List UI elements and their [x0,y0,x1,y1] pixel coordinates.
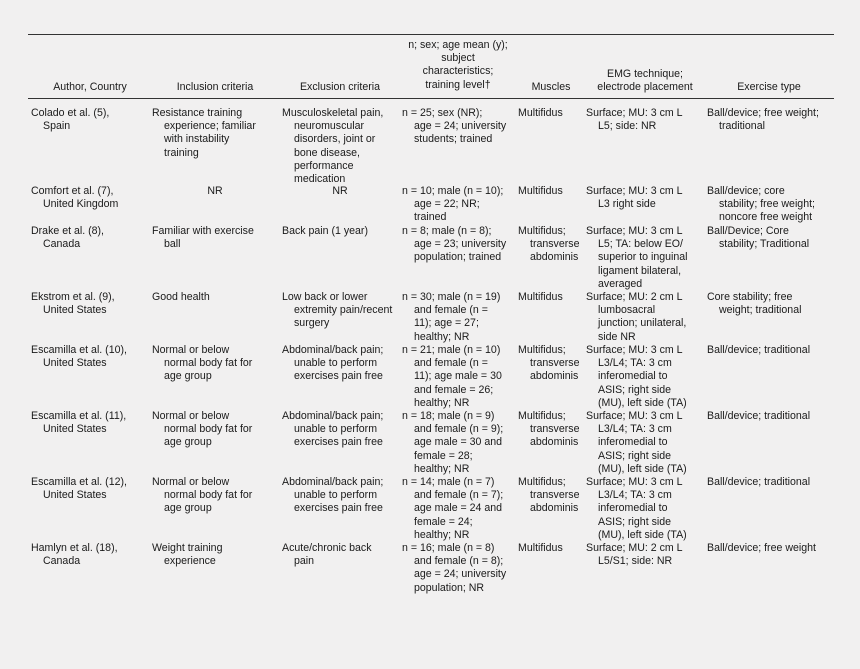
cell-exclusion-criteria [282,410,383,450]
cell-line: female = 28; [414,449,473,462]
cell-line: n = 10; male (n = 10); [402,185,504,197]
cell-line: exercises pain free [294,436,383,449]
cell-exclusion-criteria [282,291,392,331]
cell-exclusion-criteria [282,225,368,238]
header-line: subject [441,52,475,65]
cell-line: ASIS; right side [598,515,672,528]
cell-line: unable to perform [294,357,378,370]
cell-line: noncore free weight [719,211,813,224]
cell-line: age male = 24 and [414,502,503,515]
cell-line: ball [164,238,181,251]
cell-inclusion-criteria [152,107,256,160]
cell-line: Good health [152,291,210,303]
cell-line: Low back or lower [282,291,368,303]
header-muscles [518,81,584,94]
cell-line: age = 23; university [414,238,507,251]
cell-author-country [31,185,118,211]
cell-line: Ball/device; free weight [707,542,816,554]
cell-line: (MU), left side (TA) [598,462,687,475]
header-line: electrode placement [597,81,693,94]
cell-line: and female (n = 8); [414,555,504,568]
cell-line: Escamilla et al. (12), [31,476,127,488]
cell-line: Multifidus [518,542,563,554]
cell-line: n = 30; male (n = 19) [402,291,501,303]
cell-line: Multifidus [518,107,563,119]
cell-line: Normal or below [152,344,230,356]
header-line: Exercise type [737,81,801,93]
cell-line: Ekstrom et al. (9), [31,291,115,303]
header-exclusion-criteria [282,81,398,94]
cell-line: pain [294,555,315,568]
cell-line: n = 18; male (n = 9) [402,410,495,422]
cell-line: age = 24; university [414,120,507,133]
cell-line: Escamilla et al. (11), [31,410,127,422]
cell-line: Surface; MU: 3 cm L [586,410,683,422]
cell-exclusion-criteria [282,107,383,186]
cell-muscles [518,107,563,120]
cell-line: Canada [43,555,81,568]
cell-line: population; NR [414,581,485,594]
cell-line: L3 right side [598,198,656,211]
cell-line: n = 14; male (n = 7) [402,476,495,488]
cell-line: United States [43,304,107,317]
cell-line: inferomedial to [598,370,668,383]
header-inclusion-criteria [152,81,278,94]
cell-author-country [31,291,115,317]
cell-line: ASIS; right side [598,449,672,462]
cell-line: and female (n = [414,357,488,370]
header-subject-characteristics [400,39,516,92]
cell-line: side NR [598,330,636,343]
cell-line: United States [43,489,107,502]
cell-line: Canada [43,238,81,251]
cell-inclusion-criteria [152,476,252,516]
header-line: training level† [425,78,491,91]
cell-line: abdominis [530,370,579,383]
cell-subject-characteristics [402,291,500,344]
cell-line: L3/L4; TA: 3 cm [598,489,672,502]
cell-line: trained [414,211,447,224]
cell-line: disorders, joint or [294,133,376,146]
header-line: Inclusion criteria [176,81,254,93]
cell-line: Ball/device; core [707,185,785,197]
cell-line: Multifidus; [518,225,566,237]
cell-line: Acute/chronic back [282,542,372,554]
cell-emg-technique [586,344,687,410]
header-author-country [31,81,149,94]
cell-emg-technique [586,185,683,211]
cell-line: Core stability; free [707,291,793,303]
cell-line: exercises pain free [294,370,383,383]
cell-line: Multifidus; [518,476,566,488]
cell-line: Multifidus [518,185,563,197]
cell-line: healthy; NR [414,330,470,343]
cell-line: transverse [530,357,580,370]
cell-line: extremity pain/recent [294,304,393,317]
cell-line: superior to inguinal [598,251,688,264]
cell-line: performance [294,159,354,172]
header-line: Muscles [531,81,571,93]
cell-inclusion-criteria [152,344,252,384]
cell-line: training [164,146,199,159]
cell-line: and female (n = 9); [414,423,504,436]
cell-line: unable to perform [294,423,378,436]
cell-author-country [31,542,118,568]
cell-line: Spain [43,120,71,133]
cell-line: students; trained [414,133,493,146]
cell-line: Surface; MU: 2 cm L [586,542,683,554]
cell-line: healthy; NR [414,462,470,475]
cell-line: Resistance training [152,107,243,119]
cell-line: Abdominal/back pain; [282,476,384,488]
cell-line: Musculoskeletal pain, [282,107,384,119]
cell-line: stability; free weight; [719,198,815,211]
header-line: Exclusion criteria [299,81,381,93]
cell-muscles [518,542,563,555]
cell-muscles [518,410,579,450]
cell-line: Surface; MU: 3 cm L [586,344,683,356]
cell-exclusion-criteria [282,476,383,516]
cell-line: Multifidus; [518,344,566,356]
cell-author-country [31,225,104,251]
cell-line: medication [294,173,346,186]
cell-exercise-type [707,185,815,225]
cell-emg-technique [586,476,687,542]
cell-line: Drake et al. (8), [31,225,105,237]
cell-exercise-type [707,410,810,423]
cell-line: abdominis [530,502,579,515]
cell-line: Familiar with exercise [152,225,254,237]
cell-line: Multifidus; [518,410,566,422]
cell-exercise-type [707,344,810,357]
cell-inclusion-criteria [152,185,278,198]
cell-muscles [518,225,579,265]
cell-line: n = 8; male (n = 8); [402,225,492,237]
cell-line: with instability [164,133,230,146]
cell-line: traditional [719,120,765,133]
cell-line: abdominis [530,436,579,449]
cell-line: healthy; NR [414,528,470,541]
cell-subject-characteristics [402,225,506,265]
cell-line: stability; Traditional [719,238,810,251]
header-emg-technique [586,68,704,94]
cell-line: junction; unilateral, [598,317,687,330]
cell-line: age group [164,370,212,383]
top-rule [28,34,834,35]
cell-line: female = 24; [414,515,473,528]
cell-line: age male = 30 and [414,436,503,449]
cell-line: ASIS; right side [598,383,672,396]
cell-line: n = 25; sex (NR); [402,107,483,119]
cell-line: inferomedial to [598,502,668,515]
cell-inclusion-criteria [152,291,210,304]
cell-line: abdominis [530,251,579,264]
cell-line: (MU), left side (TA) [598,396,687,409]
cell-line: United States [43,357,107,370]
cell-line: normal body fat for [164,357,253,370]
cell-subject-characteristics [402,410,503,476]
cell-muscles [518,185,563,198]
cell-line: Normal or below [152,410,230,422]
cell-line: L5; TA: below EO/ [598,238,683,251]
cell-subject-characteristics [402,542,506,595]
cell-line: Ball/device; traditional [707,344,811,356]
cell-line: Surface; MU: 3 cm L [586,107,683,119]
cell-subject-characteristics [402,476,503,542]
cell-subject-characteristics [402,107,506,147]
cell-emg-technique [586,542,683,568]
cell-line: age group [164,502,212,515]
cell-line: healthy; NR [414,396,470,409]
cell-line: NR [332,185,348,197]
cell-line: bone disease, [294,146,360,159]
cell-line: NR [207,185,223,197]
cell-line: Colado et al. (5), [31,107,110,119]
cell-line: normal body fat for [164,489,253,502]
cell-line: United States [43,423,107,436]
cell-emg-technique [586,410,687,476]
cell-emg-technique [586,291,686,344]
cell-line: age = 24; university [414,568,507,581]
cell-line: experience [164,555,216,568]
cell-line: inferomedial to [598,436,668,449]
cell-line: Normal or below [152,476,230,488]
cell-line: Abdominal/back pain; [282,410,384,422]
cell-line: surgery [294,317,330,330]
cell-line: L5/S1; side: NR [598,555,673,568]
cell-inclusion-criteria [152,225,254,251]
cell-author-country [31,107,109,133]
cell-line: ligament bilateral, [598,264,682,277]
cell-line: Abdominal/back pain; [282,344,384,356]
cell-inclusion-criteria [152,410,252,450]
cell-line: unable to perform [294,489,378,502]
cell-line: Surface; MU: 3 cm L [586,225,683,237]
cell-line: transverse [530,489,580,502]
cell-line: age = 22; NR; [414,198,480,211]
cell-line: Ball/device; traditional [707,410,811,422]
cell-line: Surface; MU: 2 cm L [586,291,683,303]
cell-line: Surface; MU: 3 cm L [586,185,683,197]
cell-line: weight; traditional [719,304,802,317]
cell-line: population; trained [414,251,502,264]
cell-exercise-type [707,476,810,489]
cell-line: normal body fat for [164,423,253,436]
cell-line: (MU), left side (TA) [598,528,687,541]
cell-author-country [31,410,126,436]
cell-exercise-type [707,542,816,555]
cell-line: 11); age male = 30 [414,370,502,383]
header-exercise-type [707,81,831,94]
cell-line: Surface; MU: 3 cm L [586,476,683,488]
cell-line: L3/L4; TA: 3 cm [598,423,672,436]
cell-line: transverse [530,238,580,251]
cell-line: Hamlyn et al. (18), [31,542,118,554]
cell-line: n = 16; male (n = 8) [402,542,495,554]
cell-line: n = 21; male (n = 10) [402,344,501,356]
cell-muscles [518,344,579,384]
header-line: n; sex; age mean (y); [408,39,508,51]
header-line: Author, Country [53,81,127,93]
cell-line: L5; side: NR [598,120,657,133]
cell-exercise-type [707,107,819,133]
cell-line: neuromuscular [294,120,365,133]
cell-line: L3/L4; TA: 3 cm [598,357,672,370]
cell-line: and female = 26; [414,383,494,396]
cell-author-country [31,476,127,502]
cell-exclusion-criteria [282,344,383,384]
cell-line: 11); age = 27; [414,317,479,330]
cell-line: and female (n = [414,304,488,317]
cell-line: Ball/device; free weight; [707,107,819,119]
cell-line: Escamilla et al. (10), [31,344,127,356]
cell-line: exercises pain free [294,502,383,515]
cell-line: age group [164,436,212,449]
cell-exclusion-criteria [282,542,372,568]
cell-emg-technique [586,107,683,133]
header-line: EMG technique; [607,68,683,80]
cell-line: Comfort et al. (7), [31,185,114,197]
cell-exclusion-criteria [282,185,398,198]
cell-muscles [518,291,563,304]
cell-inclusion-criteria [152,542,222,568]
cell-subject-characteristics [402,185,503,225]
cell-line: and female (n = 7); [414,489,504,502]
cell-muscles [518,476,579,516]
cell-line: lumbosacral [598,304,656,317]
cell-line: United Kingdom [43,198,119,211]
header-rule [28,98,834,99]
cell-line: averaged [598,277,643,290]
cell-subject-characteristics [402,344,502,410]
cell-line: Weight training [152,542,223,554]
cell-line: experience; familiar [164,120,256,133]
header-line: characteristics; [422,65,494,78]
cell-exercise-type [707,291,801,317]
cell-author-country [31,344,127,370]
cell-exercise-type [707,225,809,251]
cell-line: Ball/device; traditional [707,476,811,488]
cell-line: Multifidus [518,291,563,303]
cell-line: Ball/Device; Core [707,225,789,237]
cell-line: transverse [530,423,580,436]
cell-emg-technique [586,225,688,291]
cell-line: Back pain (1 year) [282,225,368,237]
